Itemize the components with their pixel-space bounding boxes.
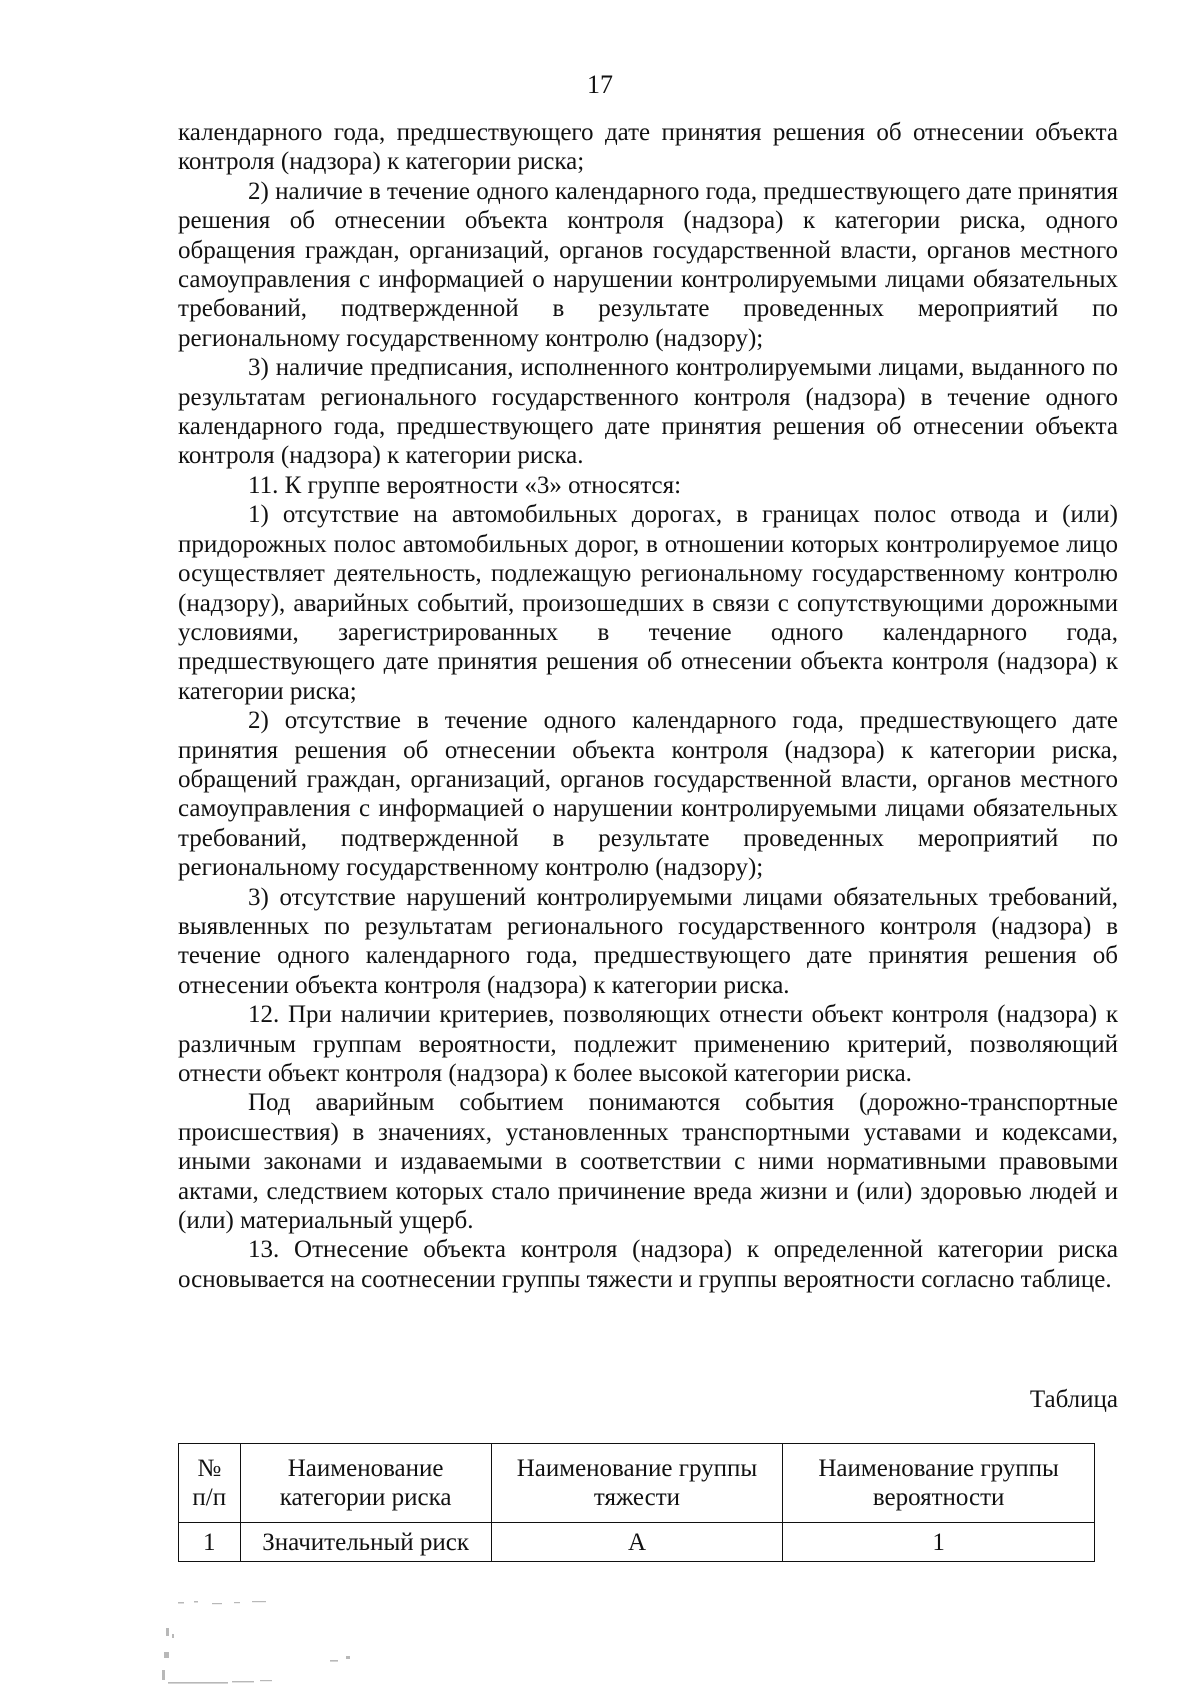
paragraph: 13. Отнесение объекта контроля (надзора) к определенной категории риска основывается на соотнесении группы тяжести и группы вероятности согласно таблице. [178,1236,1118,1293]
paragraph: 2) отсутствие в течение одного календарного года, предшествующего дате принятия решения об отнесении объекта контроля (надзора) к категории риска, обращений граждан, организаций, органов государственной власти, органов местного самоуправления с информацией о нарушении контролируемыми лицами обязательных требований, подтвержденной в результате проведенных мероприятий по региональному государственному контролю (надзору); [178,707,1118,882]
cell-probability-group: 1 [783,1523,1095,1562]
paragraph: Под аварийным событием понимаются события (дорожно-транспортные происшествия) в значениях, установленных транспортными уставами и кодексами, иными законами и издаваемыми в соответствии с ними нормативными правовыми актами, следствием которых стало причинение вреда жизни и (или) здоровью людей и (или) материальный ущерб. [178,1089,1118,1235]
risk-category-table [178,1443,1095,1562]
header-risk-category-line1: Наименование [287,1455,444,1482]
paragraph: календарного года, предшествующего дате принятия решения об отнесении объекта контроля (надзора) к категории риска; [178,119,1118,176]
cell-number: 1 [179,1523,241,1562]
header-probability-group-line1: Наименование группы [818,1455,1059,1482]
header-risk-category-line2: категории риска [279,1484,452,1511]
paragraph: 11. К группе вероятности «3» относятся: [248,471,682,499]
header-severity-group-line1: Наименование группы [516,1455,758,1482]
cell-severity-group: А [491,1523,783,1562]
document-body [178,118,1118,1294]
paragraph: 1) отсутствие на автомобильных дорогах, в границах полос отвода и (или) придорожных полос автомобильных дорог, в отношении которых контролируемое лицо осуществляет деятельность, подлежащую региональному государственному контролю (надзору), аварийных событий, произошедших в связи с сопутствующими дорожными условиями, зарегистрированных в течение одного календарного года, предшествующего дате принятия решения об отнесении объекта контроля (надзора) к категории риска; [178,501,1118,705]
table-header-row [179,1444,1095,1523]
paragraph: 12. При наличии критериев, позволяющих отнести объект контроля (надзора) к различным группам вероятности, подлежит применению критерий, позволяющий отнести объект контроля (надзора) к более высокой категории риска. [178,1001,1118,1087]
page-number: 17 [587,70,613,99]
header-number-line1: № [197,1455,222,1482]
scan-artifact [160,1600,390,1690]
header-severity-group [491,1444,783,1523]
header-risk-category [240,1444,491,1523]
paragraph: 2) наличие в течение одного календарного года, предшествующего дате принятия решения об отнесении объекта контроля (надзора) к категории риска, одного обращения граждан, организаций, органов государственной власти, органов местного самоуправления с информацией о нарушении контролируемыми лицами обязательных требований, подтвержденной в результате проведенных мероприятий по региональному государственному контролю (надзору); [178,177,1118,352]
cell-risk-category: Значительный риск [240,1523,491,1562]
header-number [179,1444,241,1523]
table-row [179,1523,1095,1562]
paragraph: 3) наличие предписания, исполненного контролируемыми лицами, выданного по результатам регионального государственного контроля (надзора) в течение одного календарного года, предшествующего дате принятия решения об отнесении объекта контроля (надзора) к категории риска. [178,354,1118,470]
header-probability-group-line2: вероятности [872,1484,1005,1511]
header-probability-group [783,1444,1095,1523]
header-severity-group-line2: тяжести [593,1484,681,1511]
paragraph: 3) отсутствие нарушений контролируемыми лицами обязательных требований, выявленных по результатам регионального государственного контроля (надзора) в течение одного календарного года, предшествующего дате принятия решения об отнесении объекта контроля (надзора) к категории риска. [178,883,1118,999]
header-number-line2: п/п [192,1484,227,1511]
table-caption: Таблица [1029,1386,1118,1413]
